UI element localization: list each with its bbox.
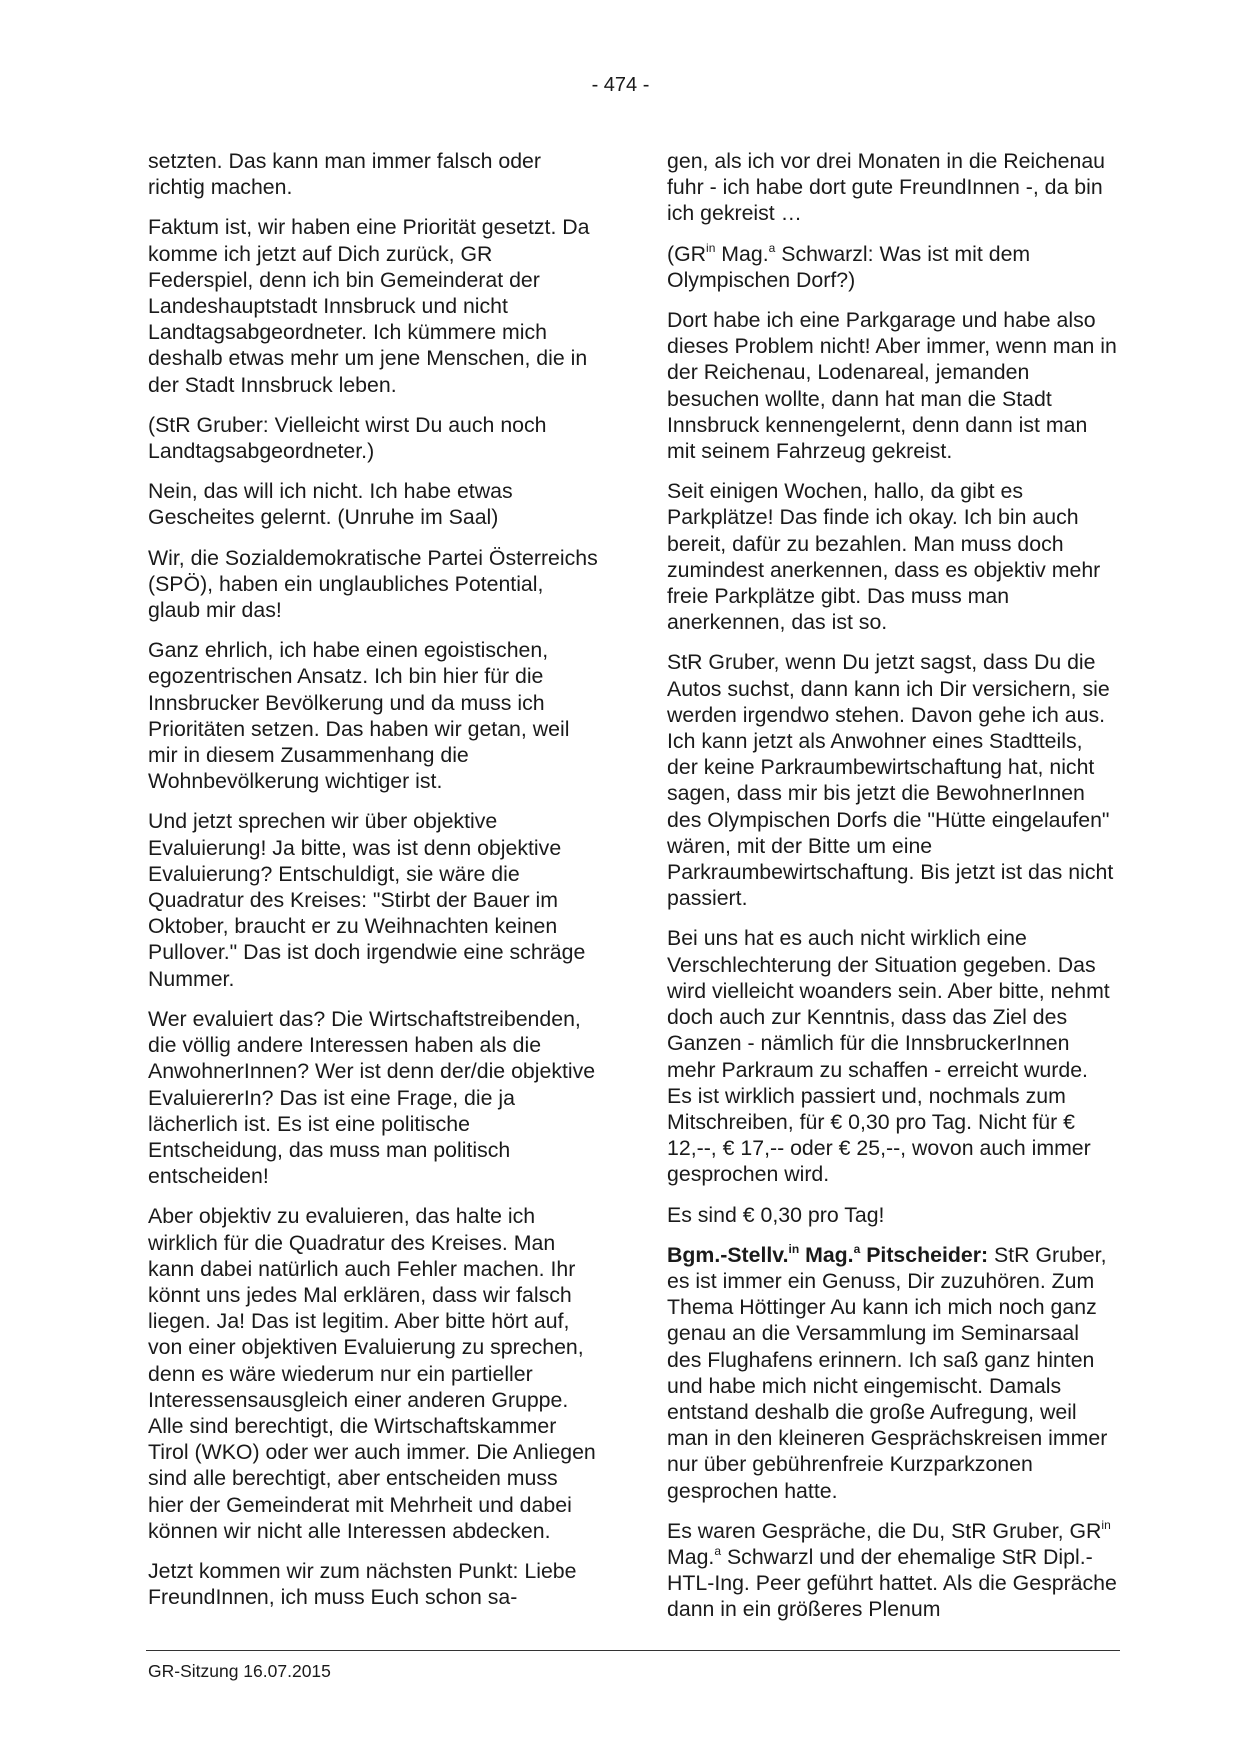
page-number: - 474 -	[591, 74, 650, 96]
text: Mag.	[799, 1242, 854, 1267]
text: (GR	[667, 241, 707, 266]
paragraph: Nein, das will ich nicht. Ich habe etwas Gescheites gelernt. (Unruhe im Saal)	[148, 479, 513, 530]
paragraph: Dort habe ich eine Parkgarage und habe also dieses Problem nicht! Aber immer, wenn man in der Reichenau, Lodenareal, jemanden besuchen wollte, dann hat man die Stadt Innsbruck kennengelernt, denn dann ist man mit seinem Fahrzeug gekreist.	[667, 308, 1117, 464]
paragraph: gen, als ich vor drei Monaten in die Reichenau fuhr - ich habe dort gute FreundInnen -, da bin ich gekreist …	[667, 149, 1106, 226]
text: Mag.	[715, 241, 769, 266]
paragraph: Jetzt kommen wir zum nächsten Punkt: Liebe FreundInnen, ich muss Euch schon sa-	[148, 1558, 577, 1610]
text: StR Gruber, es ist immer ein Genuss, Dir zuzuhören. Zum Thema Höttinger Au kann ich mich noch ganz genau an die Versammlung im Seminarsaal des Flughafens erinnern. Ich saß ganz hinten und habe mich nicht eingemischt. Damals entstand deshalb die große Aufregung, weil man in den kleineren Gesprächskreisen immer nur über gebührenfreie Kurzparkzonen gesprochen hatte.	[667, 1242, 1108, 1503]
text: Pitscheider:	[860, 1242, 989, 1267]
text: Mag.	[667, 1544, 715, 1569]
footer-divider	[146, 1650, 1120, 1651]
paragraph: Wir, die Sozialdemokratische Partei Österreichs (SPÖ), haben ein unglaubliches Potential, glaub mir das!	[148, 545, 598, 623]
paragraph: (StR Gruber: Vielleicht wirst Du auch noch Landtagsabgeordneter.)	[148, 412, 547, 464]
paragraph: Seit einigen Wochen, hallo, da gibt es Parkplätze! Das finde ich okay. Ich bin auch bereit, dafür zu bezahlen. Man muss doch zumindest anerkennen, dass es objektiv mehr freie Parkplätze gibt. Das muss man anerkennen, das ist so.	[667, 479, 1101, 635]
superscript: a	[853, 1241, 861, 1256]
superscript: in	[788, 1241, 800, 1256]
text: Schwarzl: Was ist mit dem Olympischen Dorf?)	[667, 241, 1031, 292]
paragraph: Es sind € 0,30 pro Tag!	[667, 1202, 885, 1227]
superscript: a	[768, 240, 776, 255]
superscript: a	[714, 1543, 722, 1558]
text: Es waren Gespräche, die Du, StR Gruber, GR	[667, 1518, 1102, 1543]
speaker-name	[667, 1243, 988, 1267]
paragraph: StR Gruber, wenn Du jetzt sagst, dass Du die Autos suchst, dann kann ich Dir versichern, sie werden irgendwo stehen. Davon gehe ich aus. Ich kann jetzt als Anwohner eines Stadtteils, der keine Parkraumbewirtschaftung hat, nicht sagen, dass mir bis jetzt die BewohnerInnen des Olympischen Dorfs die "Hütte eingelaufen" wären, mit der Bitte um eine Parkraumbewirtschaftung. Bis jetzt ist das nicht passiert.	[667, 650, 1114, 911]
paragraph: Aber objektiv zu evaluieren, das halte ich wirklich für die Quadratur des Kreises. Man kann dabei natürlich auch Fehler machen. Ihr könnt uns jedes Mal erklären, dass wir falsch liegen. Ja! Das ist legitim. Aber bitte hört auf, von einer objektiven Evaluierung zu sprechen, denn es wäre wiederum nur ein partieller Interessensausgleich einer anderen Gruppe. Alle sind berechtigt, die Wirtschaftskammer Tirol (WKO) oder wer auch immer. Die Anliegen sind alle berechtigt, aber entscheiden muss hier der Gemeinderat mit Mehrheit und dabei können wir nicht alle Interessen abdecken.	[148, 1204, 596, 1543]
text: Bgm.-Stellv.	[667, 1242, 789, 1267]
speaker-paragraph	[667, 1242, 1117, 1504]
paragraph: Faktum ist, wir haben eine Priorität gesetzt. Da komme ich jetzt auf Dich zurück, GR Federspiel, denn ich bin Gemeinderat der Landeshauptstadt Innsbruck und nicht Landtagsabgeordneter. Ich kümmere mich deshalb etwas mehr um jene Menschen, die in der Stadt Innsbruck leben.	[148, 215, 590, 397]
paragraph: setzten. Das kann man immer falsch oder richtig machen.	[148, 149, 541, 200]
paragraph	[667, 1518, 1117, 1623]
left-column	[148, 148, 598, 1624]
superscript: in	[706, 240, 716, 255]
text: Schwarzl und der ehemalige StR Dipl.-HTL-Ing. Peer geführt hattet. Als die Gespräche dann in ein größeres Plenum	[667, 1544, 1117, 1622]
footer-text: GR-Sitzung 16.07.2015	[148, 1661, 331, 1681]
interjection-schwarzl	[667, 241, 1117, 293]
paragraph: Bei uns hat es auch nicht wirklich eine Verschlechterung der Situation gegeben. Das wird vielleicht woanders sein. Aber bitte, nehmt doch auch zur Kenntnis, dass das Ziel des Ganzen - nämlich für die InnsbruckerInnen mehr Parkraum zu schaffen - erreicht wurde. Es ist wirklich passiert und, nochmals zum Mitschreiben, für € 0,30 pro Tag. Nicht für € 12,--, € 17,-- oder € 25,--, wovon auch immer gesprochen wird.	[667, 926, 1110, 1187]
superscript: in	[1101, 1517, 1111, 1532]
paragraph: Und jetzt sprechen wir über objektive Evaluierung! Ja bitte, was ist denn objektive Evaluierung? Entschuldigt, sie wäre die Quadratur des Kreises: "Stirbt der Bauer im Oktober, braucht er zu Weihnachten keinen Pullover." Das ist doch irgendwie eine schräge Nummer.	[148, 809, 586, 991]
right-column	[667, 148, 1117, 1637]
paragraph: Ganz ehrlich, ich habe einen egoistischen, egozentrischen Ansatz. Ich bin hier für die Innsbrucker Bevölkerung und da muss ich Prioritäten setzen. Das haben wir getan, weil mir in diesem Zusammenhang die Wohnbevölkerung wichtiger ist.	[148, 638, 570, 794]
paragraph: Wer evaluiert das? Die Wirtschaftstreibenden, die völlig andere Interessen haben als die AnwohnerInnen? Wer ist denn der/die objektive EvaluiererIn? Das ist eine Frage, die ja lächerlich ist. Es ist eine politische Entscheidung, das muss man politisch entscheiden!	[148, 1006, 596, 1189]
